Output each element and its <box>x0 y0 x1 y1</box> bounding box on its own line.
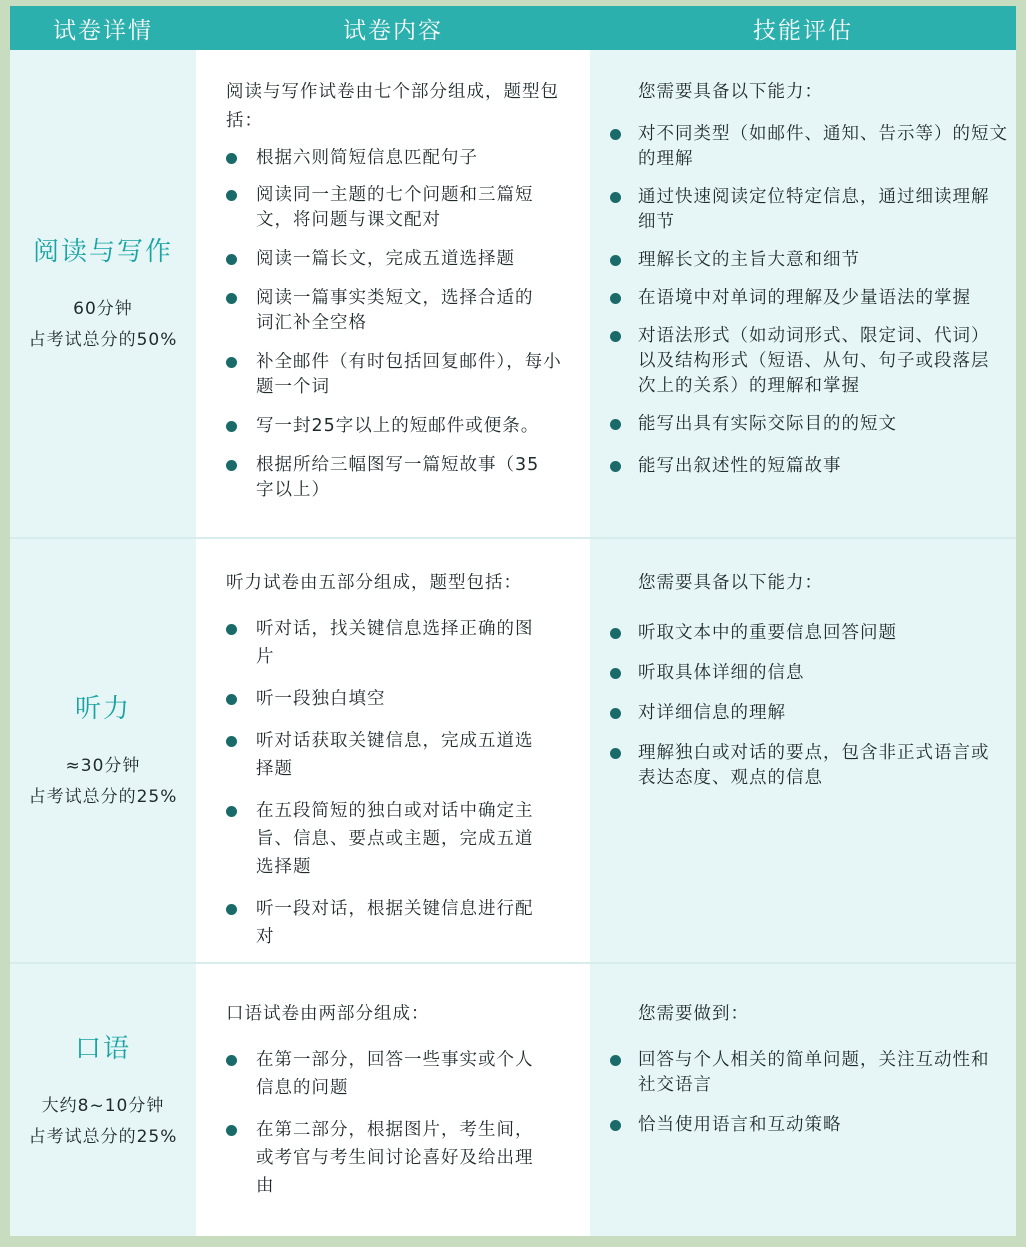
list-item: 听取文本中的重要信息回答问题 <box>608 621 1008 646</box>
paper-details-cell <box>10 50 196 537</box>
list-item: 写一封25字以上的短邮件或便条。 <box>226 414 576 439</box>
bullet-icon <box>226 153 237 164</box>
section-title: 听力 <box>74 694 131 724</box>
skills-intro: 您需要具备以下能力： <box>638 573 823 593</box>
list-item: 听取具体详细的信息 <box>608 661 1008 686</box>
bullet-icon <box>610 129 621 140</box>
list-item: 补全邮件（有时包括回复邮件），每小题一个词 <box>226 350 576 400</box>
skill-assessment-cell <box>590 539 1016 962</box>
list-item: 在第二部分，根据图片，考生间，或考官与考生间讨论喜好及给出理由 <box>226 1116 576 1200</box>
list-item: 根据六则简短信息匹配句子 <box>226 146 576 171</box>
content-list <box>226 615 576 951</box>
content-intro: 口语试卷由两部分组成： <box>226 1004 430 1024</box>
paper-details-cell <box>10 539 196 962</box>
bullet-icon <box>610 255 621 266</box>
bullet-icon <box>226 904 237 915</box>
bullet-icon <box>610 293 621 304</box>
header-paper-details: 试卷详情 <box>53 17 153 44</box>
bullet-icon <box>610 192 621 203</box>
section-weight: 占考试总分的25% <box>28 1127 178 1147</box>
exam-table <box>10 6 1016 1236</box>
row-listening <box>10 539 1016 962</box>
bullet-icon <box>610 419 621 430</box>
table-header <box>10 6 1016 50</box>
skill-assessment-cell <box>590 964 1016 1236</box>
bullet-icon <box>610 1055 621 1066</box>
paper-details-cell <box>10 964 196 1236</box>
list-item: 回答与个人相关的简单问题，关注互动性和社交语言 <box>608 1048 1008 1098</box>
bullet-icon <box>226 421 237 432</box>
bullet-icon <box>226 624 237 635</box>
bullet-icon <box>226 1125 237 1136</box>
content-intro: 阅读与写作试卷由七个部分组成，题型包括： <box>226 82 559 131</box>
bullet-icon <box>226 736 237 747</box>
skills-intro: 您需要做到： <box>638 1004 749 1024</box>
section-title: 阅读与写作 <box>32 237 173 267</box>
bullet-icon <box>226 190 237 201</box>
section-duration: 大约8~10分钟 <box>41 1096 165 1116</box>
paper-content-cell <box>196 50 590 537</box>
list-item: 对语法形式（如动词形式、限定词、代词）以及结构形式（短语、从句、句子或段落层次上的关系）的理解和掌握 <box>608 324 1008 399</box>
skills-list <box>608 1048 1008 1138</box>
row-reading-writing <box>10 50 1016 537</box>
list-item: 听对话获取关键信息，完成五道选择题 <box>226 727 576 783</box>
section-weight: 占考试总分的25% <box>28 787 178 807</box>
skills-list <box>608 122 1008 479</box>
list-item: 在语境中对单词的理解及少量语法的掌握 <box>608 286 1008 311</box>
content-list <box>226 146 576 503</box>
skills-list <box>608 621 1008 791</box>
row-speaking <box>10 964 1016 1236</box>
bullet-icon <box>610 628 621 639</box>
content-intro: 听力试卷由五部分组成，题型包括： <box>226 573 522 593</box>
section-weight: 占考试总分的50% <box>28 330 178 350</box>
bullet-icon <box>610 331 621 342</box>
section-title: 口语 <box>74 1034 131 1064</box>
list-item: 对不同类型（如邮件、通知、告示等）的短文的理解 <box>608 122 1008 172</box>
bullet-icon <box>226 694 237 705</box>
bullet-icon <box>610 668 621 679</box>
section-duration: ≈30分钟 <box>65 756 141 776</box>
paper-content-cell <box>196 964 590 1236</box>
bullet-icon <box>226 357 237 368</box>
list-item: 对详细信息的理解 <box>608 701 1008 726</box>
list-item: 理解长文的主旨大意和细节 <box>608 248 1008 273</box>
bullet-icon <box>226 254 237 265</box>
list-item: 阅读同一主题的七个问题和三篇短文，将问题与课文配对 <box>226 183 576 233</box>
bullet-icon <box>226 806 237 817</box>
header-paper-content: 试卷内容 <box>343 17 443 44</box>
list-item: 能写出具有实际交际目的的短文 <box>608 412 1008 437</box>
list-item: 阅读一篇事实类短文，选择合适的词汇补全空格 <box>226 286 576 336</box>
header-skill-assessment: 技能评估 <box>753 17 853 44</box>
skill-assessment-cell <box>590 50 1016 537</box>
bullet-icon <box>610 1120 621 1131</box>
bullet-icon <box>226 293 237 304</box>
skills-intro: 您需要具备以下能力： <box>638 82 823 102</box>
bullet-icon <box>610 461 621 472</box>
content-list <box>226 1046 576 1200</box>
list-item: 听一段独白填空 <box>226 685 576 713</box>
list-item: 在第一部分，回答一些事实或个人信息的问题 <box>226 1046 576 1102</box>
list-item: 阅读一篇长文，完成五道选择题 <box>226 247 576 272</box>
bullet-icon <box>226 460 237 471</box>
bullet-icon <box>226 1055 237 1066</box>
list-item: 理解独白或对话的要点，包含非正式语言或表达态度、观点的信息 <box>608 741 1008 791</box>
list-item: 通过快速阅读定位特定信息，通过细读理解细节 <box>608 185 1008 235</box>
paper-content-cell <box>196 539 590 962</box>
list-item: 在五段简短的独白或对话中确定主旨、信息、要点或主题，完成五道选择题 <box>226 797 576 881</box>
list-item: 听对话，找关键信息选择正确的图片 <box>226 615 576 671</box>
bullet-icon <box>610 748 621 759</box>
list-item: 根据所给三幅图写一篇短故事（35字以上） <box>226 453 576 503</box>
list-item: 听一段对话，根据关键信息进行配对 <box>226 895 576 951</box>
bullet-icon <box>610 708 621 719</box>
section-duration: 60分钟 <box>73 299 133 319</box>
list-item: 能写出叙述性的短篇故事 <box>608 454 1008 479</box>
list-item: 恰当使用语言和互动策略 <box>608 1113 1008 1138</box>
